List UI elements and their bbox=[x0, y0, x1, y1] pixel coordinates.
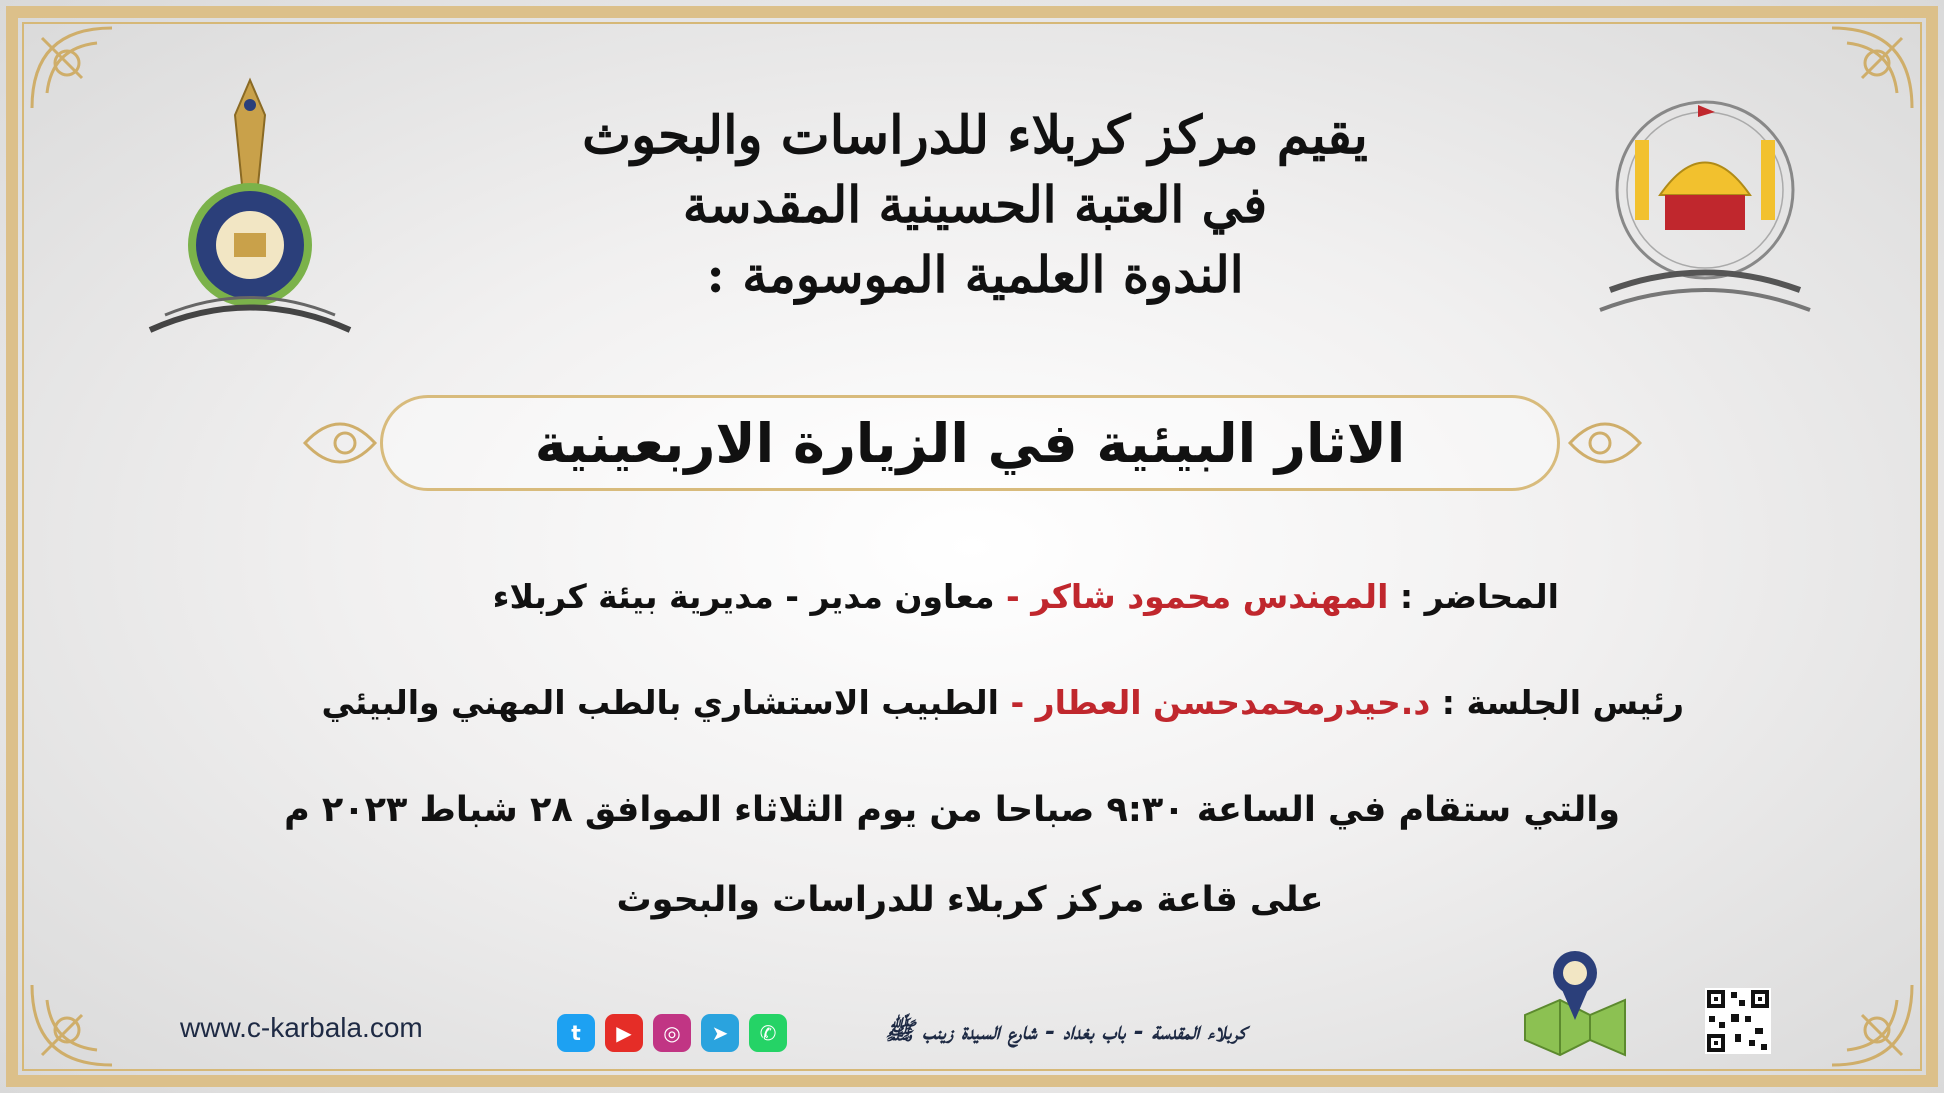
chair-label: رئيس الجلسة : bbox=[1441, 683, 1684, 722]
seminar-title: الاثار البيئية في الزيارة الاربعينية bbox=[534, 411, 1406, 475]
header-line-1: يقيم مركز كربلاء للدراسات والبحوث bbox=[582, 105, 1368, 166]
qr-code[interactable] bbox=[1705, 988, 1771, 1054]
corner-ornament-bottom-right bbox=[1822, 975, 1922, 1075]
youtube-icon[interactable]: ▶ bbox=[605, 1014, 643, 1052]
title-ornament-left bbox=[300, 400, 380, 486]
lecturer-role: معاون مدير - مديرية بيئة كربلاء bbox=[492, 577, 995, 616]
corner-ornament-top-right bbox=[1822, 18, 1922, 118]
chair-role: الطبيب الاستشاري بالطب المهني والبيئي bbox=[321, 683, 999, 722]
session-chair-line bbox=[322, 683, 1684, 722]
social-icons bbox=[557, 1014, 787, 1052]
telegram-icon[interactable]: ➤ bbox=[701, 1014, 739, 1052]
header-line-2: في العتبة الحسينية المقدسة bbox=[682, 175, 1268, 234]
instagram-icon[interactable]: ◎ bbox=[653, 1014, 691, 1052]
whatsapp-icon[interactable]: ✆ bbox=[749, 1014, 787, 1052]
lecturer-label: المحاضر : bbox=[1399, 577, 1559, 616]
event-venue-line: على قاعة مركز كربلاء للدراسات والبحوث bbox=[616, 880, 1324, 920]
holy-shrine-logo bbox=[1580, 85, 1830, 335]
karbala-center-logo bbox=[130, 75, 370, 345]
seminar-title-box bbox=[380, 395, 1560, 491]
title-ornament-right bbox=[1565, 400, 1645, 486]
event-time-line: والتي ستقام في الساعة ٩:٣٠ صباحا من يوم الثلاثاء الموافق ٢٨ شباط ٢٠٢٣ م bbox=[284, 790, 1620, 830]
website-link[interactable]: www.c-karbala.com bbox=[180, 1012, 423, 1043]
lecturer-line bbox=[493, 577, 1559, 616]
corner-ornament-top-left bbox=[22, 18, 122, 118]
twitter-icon[interactable]: t bbox=[557, 1014, 595, 1052]
chair-name: د.حيدرمحمدحسن العطار - bbox=[1010, 683, 1431, 722]
header-line-3: الندوة العلمية الموسومة : bbox=[706, 245, 1244, 304]
corner-ornament-bottom-left bbox=[22, 975, 122, 1075]
map-location-icon[interactable] bbox=[1515, 945, 1635, 1060]
footer-address: كربلاء المقدسة - باب بغداد - شارع السيدة زينب ﷺ bbox=[885, 1016, 1246, 1045]
lecturer-name: المهندس محمود شاكر - bbox=[1006, 577, 1389, 616]
